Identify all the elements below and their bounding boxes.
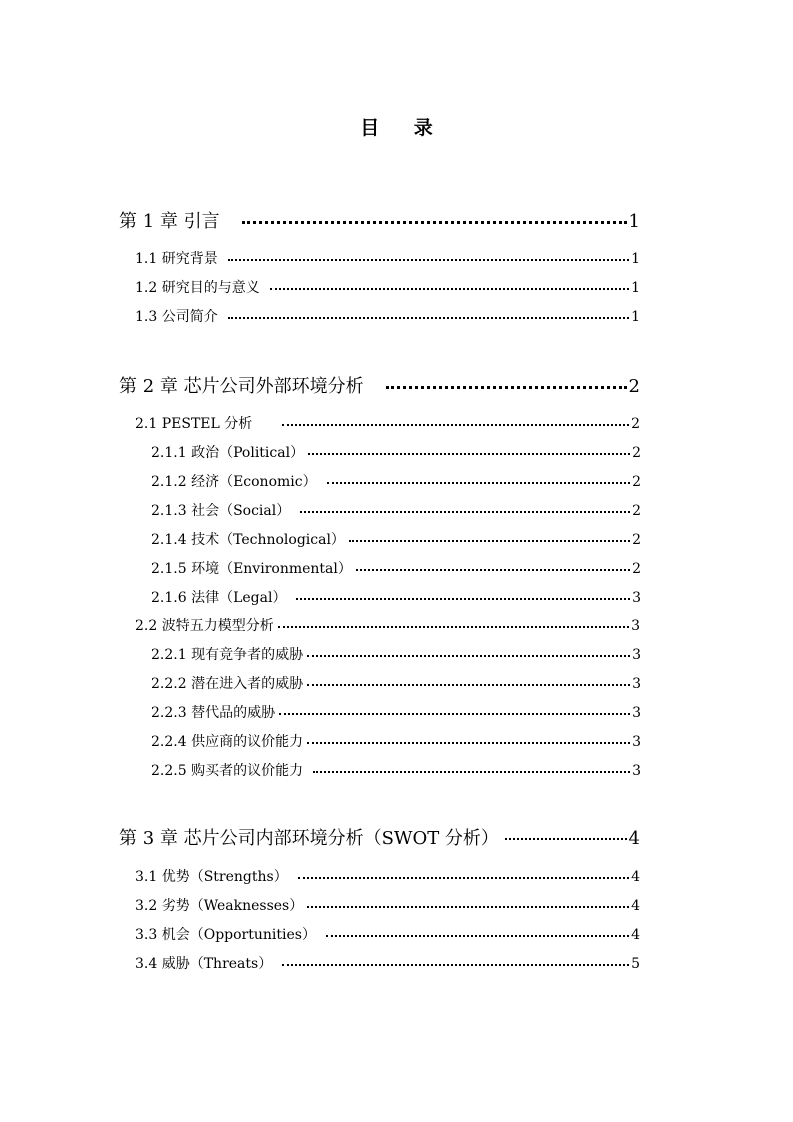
toc-entry-page: 3	[632, 705, 641, 721]
toc-entry-2-2-4[interactable]	[151, 731, 641, 751]
toc-entry-2-1-3[interactable]	[151, 500, 641, 520]
toc-entry-page: 4	[631, 869, 640, 885]
toc-entry-label: 1.3 公司简介	[135, 309, 218, 325]
toc-entry-2-1-6[interactable]	[151, 587, 641, 607]
toc-entry-2-2[interactable]	[135, 615, 640, 635]
toc-entry-page: 2	[628, 376, 640, 397]
toc-entry-1-3[interactable]	[135, 306, 640, 326]
toc-entry-chapter-1[interactable]	[119, 207, 640, 233]
toc-entry-3-1[interactable]	[135, 866, 640, 886]
toc-entry-2-1-1[interactable]	[151, 442, 641, 462]
toc-entry-page: 3	[632, 647, 641, 663]
toc-entry-page: 3	[631, 618, 640, 634]
dot-leader	[242, 221, 627, 224]
toc-entry-label: 2.2.3 替代品的威胁	[151, 705, 276, 721]
dot-leader	[307, 906, 629, 908]
toc-entry-label: 第 1 章 引言	[119, 211, 220, 232]
dot-leader	[307, 742, 630, 744]
dot-leader	[313, 771, 630, 773]
toc-entry-label: 2.1.1 政治（Political）	[151, 445, 305, 461]
toc-entry-label: 3.4 威胁（Threats）	[135, 956, 273, 972]
dot-leader	[356, 569, 630, 571]
toc-entry-page: 4	[631, 898, 640, 914]
toc-entry-2-1[interactable]	[135, 413, 640, 433]
dot-leader	[308, 453, 630, 455]
dot-leader	[296, 598, 630, 600]
dot-leader	[228, 317, 629, 319]
toc-entry-page: 5	[631, 956, 640, 972]
dot-leader	[307, 684, 630, 686]
toc-entry-3-3[interactable]	[135, 924, 640, 944]
toc-entry-page: 2	[632, 561, 641, 577]
toc-entry-page: 4	[628, 828, 640, 849]
toc-entry-2-2-3[interactable]	[151, 702, 641, 722]
toc-entry-page: 1	[628, 211, 640, 232]
dot-leader	[326, 935, 629, 937]
toc-entry-page: 2	[632, 445, 641, 461]
toc-entry-page: 3	[632, 676, 641, 692]
dot-leader	[505, 838, 627, 840]
toc-entry-page: 4	[631, 927, 640, 943]
toc-entry-label: 第 3 章 芯片公司内部环境分析（SWOT 分析）	[119, 828, 499, 849]
toc-entry-label: 2.2.4 供应商的议价能力	[151, 734, 304, 750]
toc-entry-page: 1	[631, 309, 640, 325]
dot-leader	[327, 482, 630, 484]
toc-entry-label: 3.3 机会（Opportunities）	[135, 927, 316, 943]
toc-entry-page: 2	[632, 532, 641, 548]
toc-entry-1-1[interactable]	[135, 248, 640, 268]
toc-entry-label: 2.2 波特五力模型分析	[135, 618, 274, 634]
toc-entry-page: 1	[631, 251, 640, 267]
toc-entry-label: 3.2 劣势（Weaknesses）	[135, 898, 304, 914]
dot-leader	[282, 964, 629, 966]
toc-entry-page: 2	[632, 503, 641, 519]
dot-leader	[270, 288, 629, 290]
toc-entry-label: 1.2 研究目的与意义	[135, 280, 260, 296]
toc-entry-page: 3	[632, 763, 641, 779]
toc-entry-label: 2.1.3 社会（Social）	[151, 503, 291, 519]
toc-entry-page: 2	[631, 416, 640, 432]
toc-entry-label: 2.1.5 环境（Environmental）	[151, 561, 352, 577]
dot-leader	[282, 424, 629, 426]
dot-leader	[300, 511, 630, 513]
toc-entry-label: 1.1 研究背景	[135, 251, 218, 267]
toc-entry-label: 2.1.4 技术（Technological）	[151, 532, 345, 548]
toc-entry-label: 2.1.2 经济（Economic）	[151, 474, 317, 490]
toc-entry-chapter-2[interactable]	[119, 372, 640, 398]
toc-entry-2-2-1[interactable]	[151, 644, 641, 664]
toc-entry-3-4[interactable]	[135, 953, 640, 973]
dot-leader	[298, 877, 629, 879]
dot-leader	[349, 540, 630, 542]
toc-entry-page: 1	[631, 280, 640, 296]
toc-entry-1-2[interactable]	[135, 277, 640, 297]
toc-entry-2-1-4[interactable]	[151, 529, 641, 549]
toc-entry-page: 3	[632, 734, 641, 750]
toc-entry-label: 2.2.5 购买者的议价能力	[151, 763, 304, 779]
dot-leader	[279, 713, 630, 715]
toc-title: 目 录	[360, 117, 447, 139]
toc-entry-page: 2	[632, 474, 641, 490]
toc-entry-2-2-5[interactable]	[151, 760, 641, 780]
toc-entry-2-2-2[interactable]	[151, 673, 641, 693]
dot-leader	[228, 259, 629, 261]
toc-entry-2-1-5[interactable]	[151, 558, 641, 578]
toc-entry-label: 2.2.2 潜在进入者的威胁	[151, 676, 304, 692]
toc-entry-chapter-3[interactable]	[119, 824, 640, 850]
toc-entry-3-2[interactable]	[135, 895, 640, 915]
toc-entry-label: 2.2.1 现有竞争者的威胁	[151, 647, 304, 663]
dot-leader	[307, 655, 630, 657]
toc-entry-label: 第 2 章 芯片公司外部环境分析	[119, 376, 364, 397]
toc-entry-2-1-2[interactable]	[151, 471, 641, 491]
toc-entry-label: 3.1 优势（Strengths）	[135, 869, 288, 885]
toc-entry-label: 2.1 PESTEL 分析	[135, 416, 253, 432]
dot-leader	[386, 386, 627, 389]
toc-entry-label: 2.1.6 法律（Legal）	[151, 590, 287, 606]
dot-leader	[278, 626, 629, 628]
toc-entry-page: 3	[632, 590, 641, 606]
